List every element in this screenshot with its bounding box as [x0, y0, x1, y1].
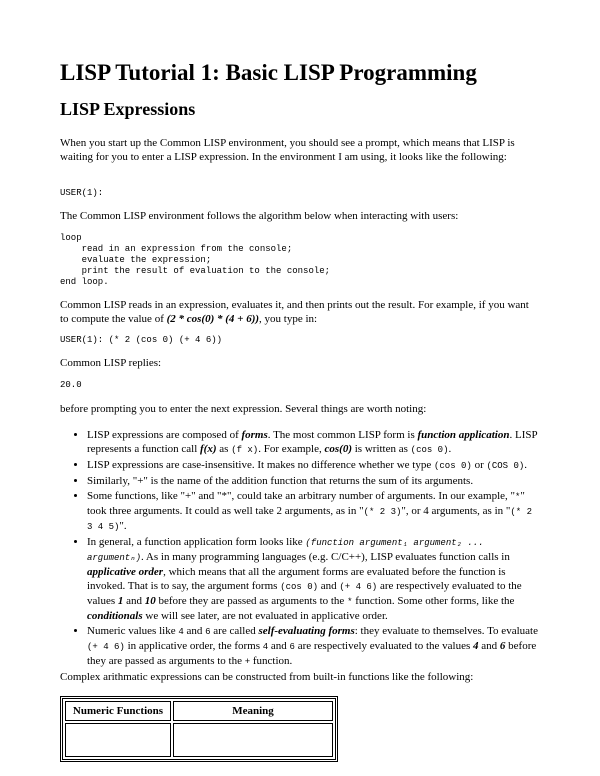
list-item: • Similarly, "+" is the name of the addition function that returns the sum of its arguments.: [87, 474, 540, 488]
prompt-code: USER(1):: [60, 188, 104, 198]
functions-table: [60, 696, 338, 762]
notes-list: [60, 428, 540, 670]
algorithm-code: loop read in an expression from the console; evaluate the expression; print the result of evaluation to the console; end loop.: [60, 233, 331, 287]
replies-text: Common LISP replies:: [60, 357, 162, 369]
table-cell: [173, 723, 333, 757]
intro-paragraph: When you start up the Common LISP environment, you should see a prompt, which means that LISP is waiting for you to enter a LISP expression. In the environment I am using, it looks like the following:: [60, 137, 515, 163]
page-title: LISP Tutorial 1: Basic LISP Programming: [60, 60, 477, 85]
section-heading: LISP Expressions: [60, 99, 196, 119]
list-item: • LISP expressions are case-insensitive. It makes no difference whether we type (cos 0) or (COS 0).: [87, 458, 540, 473]
table-header-meaning: Meaning: [173, 701, 333, 721]
list-item: • Numeric values like 4 and 6 are called self-evaluating forms: they evaluate to themselves. To evaluate (+ 4 6) in applicative order, the forms 4 and 6 are respectively evaluated to the values 4 and 6 before they are passed as arguments to the + function.: [87, 624, 540, 669]
noting-paragraph: before prompting you to enter the next expression. Several things are worth noting:: [60, 403, 427, 415]
algorithm-intro: The Common LISP environment follows the algorithm below when interacting with users:: [60, 210, 459, 222]
complex-paragraph: Complex arithmatic expressions can be constructed from built-in functions like the following:: [60, 671, 474, 683]
reads-paragraph: Common LISP reads in an expression, evaluates it, and then prints out the result. For example, if you want to compute the value of (2 * cos(0) * (4 + 6)), you type in:: [60, 299, 529, 325]
example-code: USER(1): (* 2 (cos 0) (+ 4 6)): [60, 335, 223, 345]
expression-math: (2 * cos(0) * (4 + 6)): [166, 313, 260, 325]
result-code: 20.0: [60, 380, 82, 390]
table-cell: [65, 723, 171, 757]
table-header-functions: Numeric Functions: [65, 701, 171, 721]
list-item: • Some functions, like "+" and "*", could take an arbitrary number of arguments. In our example, "*" took three arguments. It could as well take 2 arguments, as in "(* 2 3)", or 4 arguments, as in "(* 2 3 4 5)".: [87, 489, 540, 534]
list-item: • In general, a function application form looks like (function argument₁ argument₂ ... argumentₙ). As in many programming languages (e.g. C/C++), LISP evaluates function calls in applicative order, which means that all the argument forms are evaluated before the function is invoked. That is to say, the argument forms (cos 0) and (+ 4 6) are respectively evaluated to the values 1 and 10 before they are passed as arguments to the * function. Some other forms, like the conditionals we will see later, are not evaluated in applicative order.: [87, 535, 540, 623]
list-item: • LISP expressions are composed of forms. The most common LISP form is function application. LISP represents a function call f(x) as (f x). For example, cos(0) is written as (cos 0).: [87, 428, 540, 457]
